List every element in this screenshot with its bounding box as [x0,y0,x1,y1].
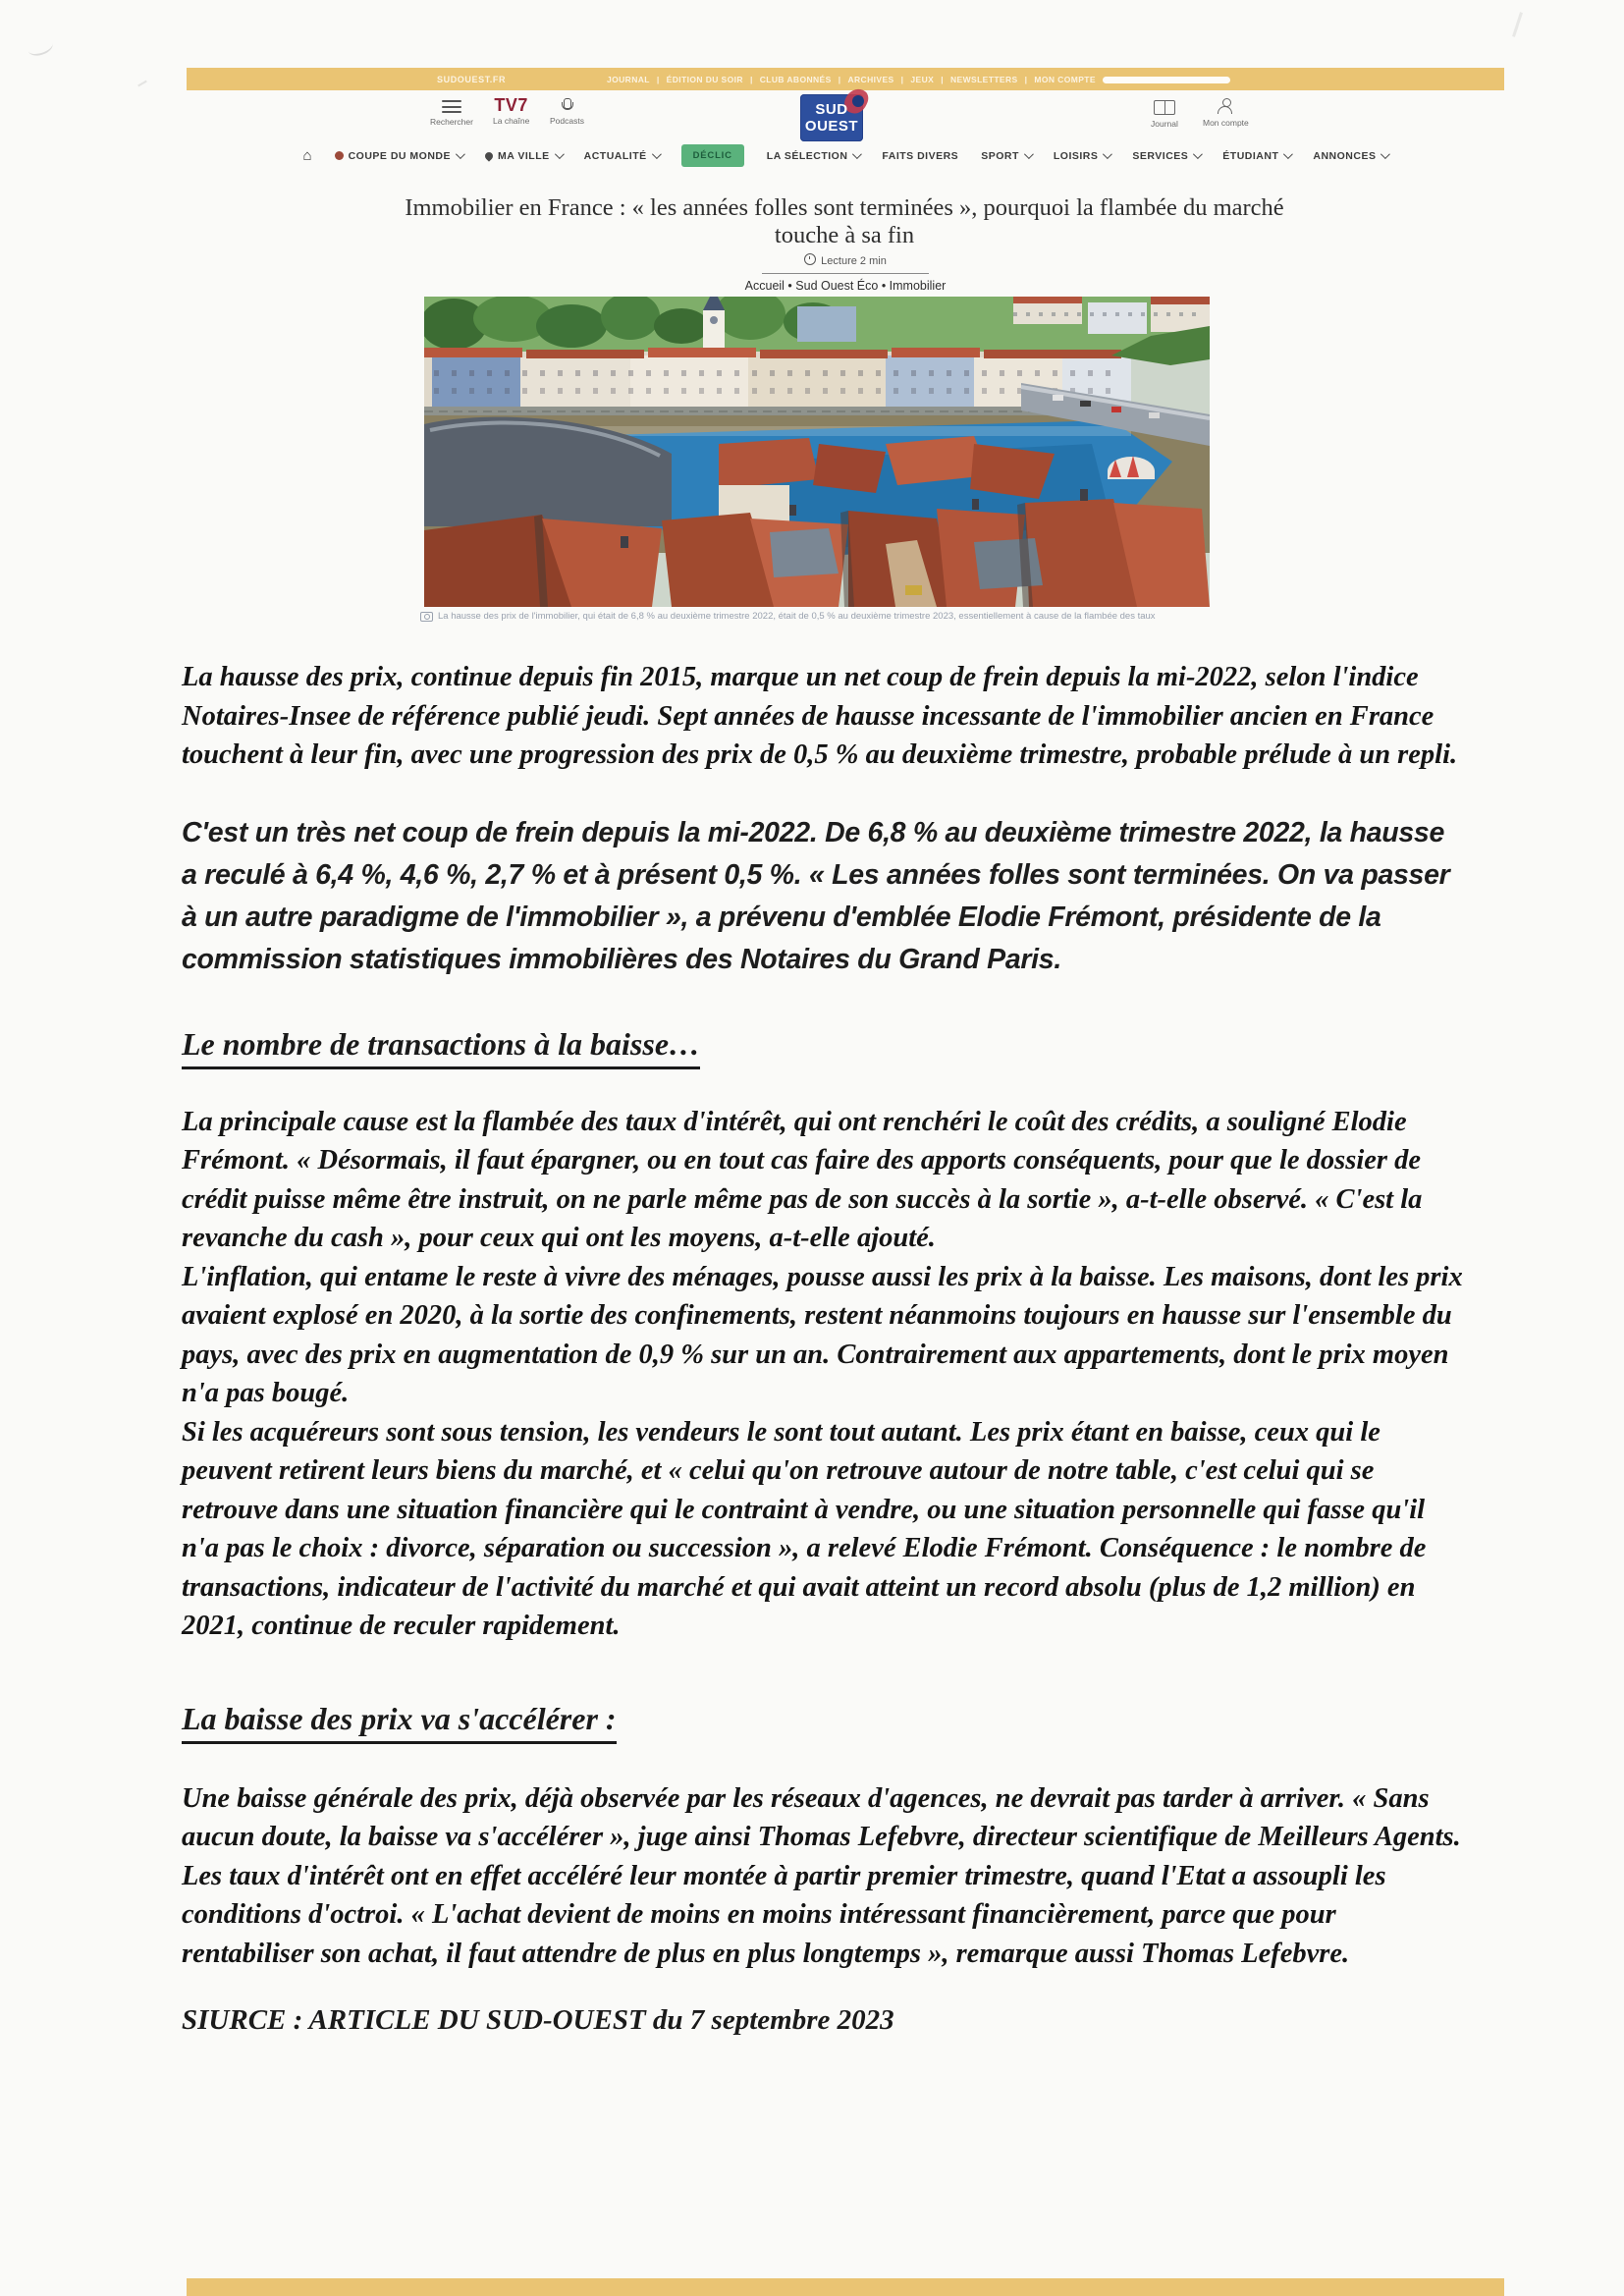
article-photo [424,297,1210,607]
divider [762,273,929,274]
separator: | [941,75,944,84]
illegible-email-text [1103,77,1230,83]
journal-label: Journal [1151,119,1178,129]
chevron-down-icon [1380,149,1390,159]
separator: | [900,75,904,84]
nav-item-annonces[interactable]: ANNONCES [1313,150,1387,162]
body-paragraph: Une baisse générale des prix, déjà observée par les réseaux d'agences, ne devrait pas tarder à arriver. « Sans aucun doute, la baisse va s'accélérer », juge ainsi Thomas Lefebvre, directeur scientifique de Meilleurs Agents. Les taux d'intérêt ont en effet accéléré leur montée à partir premier trimestre, quand l'Etat a assoupli les conditions d'octroi. « L'achat devient de moins en moins intéressant financièrement, parce que pour rentabiliser son achat, il faut attendre de plus en plus longtemps », remarque aussi Thomas Lefebvre. [182,1782,1461,1969]
chevron-down-icon [652,149,662,159]
chevron-down-icon [456,149,465,159]
article-body [182,658,1463,2037]
account-button[interactable] [1203,98,1249,128]
intro-paragraph: La hausse des prix, continue depuis fin 2015, marque un net coup de frein depuis la mi-2022, selon l'indice Notaires-Insee de référence publié jeudi. Sept années de hausse incessante de l'immobilier ancien en France touchent à leur fin, avec une progression des prix de 0,5 % au deuxième trimestre, probable prélude à un repli. [182,662,1458,770]
tv7-button[interactable] [493,95,530,126]
nav-item-ma-ville[interactable]: MA VILLE [485,150,562,162]
microphone-icon [561,98,572,112]
nav-item-faits-divers[interactable]: FAITS DIVERS [882,149,959,162]
scan-artifact [137,81,147,87]
scan-artifact [1512,12,1523,37]
podcasts-button[interactable] [550,98,584,126]
nav-item-la-selection[interactable]: LA SÉLECTION [767,150,860,162]
search-label: Rechercher [430,117,473,127]
separator: | [656,75,660,84]
search-button[interactable] [430,100,473,127]
newspaper-icon [1154,100,1175,115]
nav-item-loisirs[interactable]: LOISIRS [1054,150,1110,162]
main-nav [187,144,1504,167]
rugby-ball-icon [335,151,344,160]
utility-link-archives[interactable]: ARCHIVES [847,75,894,84]
logo-text-bottom: OUEST [804,118,859,135]
chevron-down-icon [852,149,862,159]
body-paragraph: La principale cause est la flambée des taux d'intérêt, qui ont renchéri le coût des crédits, a souligné Elodie Frémont. « Désormais, il faut épargner, ou en tout cas faire des apports conséquents, pour que le dossier de crédit puisse même être instruit, on ne parle même pas de son succès à la sortie », a-t-elle observé. « C'est la revanche du cash », pour ceux qui ont les moyens, a-t-elle ajouté. [182,1106,1423,1253]
body-paragraph: L'inflation, qui entame le reste à vivre des ménages, pousse aussi les prix à la baisse. Les maisons, dont les prix avaient explosé en 2020, à la sortie des confinements, restent néanmoins toujours en hausse sur l'ensemble du pays, avec des prix en augmentation de 0,9 % sur un an. Contrairement aux appartements, dont le prix moyen n'a pas bougé. [182,1261,1463,1408]
breadcrumb[interactable]: Accueil • Sud Ouest Éco • Immobilier [744,279,947,293]
nav-item-sport[interactable]: SPORT [981,150,1031,162]
camera-icon [420,612,433,622]
sud-ouest-logo[interactable] [800,94,863,141]
article-title: Immobilier en France : « les années folles sont terminées », pourquoi la flambée du marché touche à sa fin [405,194,1284,248]
section-heading-baisse: La baisse des prix va s'accélérer : [182,1701,1463,1744]
nav-item-services[interactable]: SERVICES [1132,150,1200,162]
account-label: Mon compte [1203,118,1249,128]
utility-link-newsletters[interactable]: NEWSLETTERS [949,75,1018,84]
map-pin-icon [483,150,494,161]
source-line: SIURCE : ARTICLE DU SUD-OUEST du 7 septembre 2023 [182,2004,894,2036]
nav-item-coupe-du-monde[interactable]: COUPE DU MONDE [335,150,462,162]
chevron-down-icon [1283,149,1293,159]
menu-icon [442,100,461,113]
chevron-down-icon [1024,149,1034,159]
utility-link-edition-du-soir[interactable]: ÉDITION DU SOIR [666,75,743,84]
tv7-label: La chaîne [493,116,530,126]
utility-link-jeux[interactable]: JEUX [910,75,935,84]
tv7-logo: TV7 [494,95,528,115]
top-utility-bar [187,68,1504,90]
nav-item-etudiant[interactable]: ÉTUDIANT [1222,150,1290,162]
reading-time: Lecture 2 min [187,253,1504,267]
section-heading-transactions: Le nombre de transactions à la baisse… [182,1026,1463,1069]
user-icon [1218,98,1233,114]
clock-icon [804,253,816,265]
utility-link-club-abonnes[interactable]: CLUB ABONNÉS [759,75,832,84]
bottom-gold-bar [187,2278,1504,2296]
bayonne-aerial-illustration [424,297,1210,607]
home-icon[interactable]: ⌂ [302,146,312,164]
journal-button[interactable] [1151,100,1178,129]
separator: | [838,75,841,84]
utility-link-journal[interactable]: JOURNAL [607,75,650,84]
utility-link-mon-compte[interactable]: MON COMPTE [1034,75,1096,84]
nav-item-declic[interactable]: DÉCLIC [681,144,744,167]
photo-caption: La hausse des prix de l'immobilier, qui était de 6,8 % au deuxième trimestre 2022, était de 0,5 % au deuxième trimestre 2023, essentiellement à cause de la flambée des taux [420,611,1490,622]
site-brand[interactable]: SUDOUEST.FR [437,75,507,84]
podcasts-label: Podcasts [550,116,584,126]
scan-artifact [26,35,55,58]
body-paragraph: Si les acquéreurs sont sous tension, les vendeurs le sont tout autant. Les prix étant en baisse, ceux qui le peuvent retirent leurs biens du marché, et « celui qu'on retrouve autour de notre table, c'est celui qui se retrouve dans une situation financière qui le contraint à vendre, ou une situation personnelle qui fasse qu'il n'a pas le choix : divorce, séparation ou succession », a relevé Elodie Frémont. Conséquence : le nombre de transactions, indicateur de l'activité du marché et qui avait atteint un record absolu (plus de 1,2 million) en 2021, continue de reculer rapidement. [182,1416,1427,1641]
chevron-down-icon [555,149,565,159]
utility-links [607,75,1230,84]
logo-ball [852,95,864,107]
lead-paragraph: C'est un très net coup de frein depuis la mi-2022. De 6,8 % au deuxième trimestre 2022, la hausse a reculé à 6,4 %, 4,6 %, 2,7 % et à présent 0,5 %. « Les années folles sont terminées. On va passer à un autre paradigme de l'immobilier », a prévenu d'emblée Elodie Frémont, présidente de la commission statistiques immobilières des Notaires du Grand Paris. [182,816,1450,975]
separator: | [749,75,753,84]
nav-item-actualite[interactable]: ACTUALITÉ [584,150,659,162]
chevron-down-icon [1193,149,1203,159]
chevron-down-icon [1103,149,1112,159]
separator: | [1024,75,1028,84]
logo-text-top: SUD [815,101,848,118]
